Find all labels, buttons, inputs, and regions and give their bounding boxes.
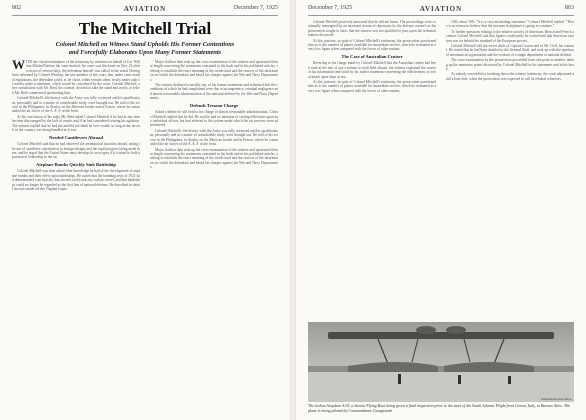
body-paragraph: To further questions relating to the relative activity of American, British and French aviation Colonel Mitchell said that figures could easily be twisted and that American aviation was far behind the standard of the European powers. bbox=[446, 29, 574, 43]
right-column-1 bbox=[308, 20, 436, 318]
body-paragraph: At this juncture, in spite of Colonel Mitchell's testimony, the prosecution questioned him as to the number of planes available for immediate service, which he estimated at a very low figure when compared with the forces of other nations. bbox=[308, 80, 436, 93]
right-running-head bbox=[308, 5, 574, 15]
lead-paragraph-text: ITH the virtual termination of the testimony by witnesses in behalf of Col. William Mitchell before the court martial, the court was disclosed on Nov. 23 after a recess of several days, the defendant himself was called to the stand. Having been informed by Colonel Winship, the law member of the court, that, under court martial regulations, the defendant could, as he chose, either remain silent, testify under oath or merely make a statement, which would be considered by the court, Colonel Mitchell, after consultation with Mr. Reid, his counsel, decided to take the stand and testify, at which Mr. Reid commenced questioning him. bbox=[12, 60, 140, 95]
section-heading-treason: Defends Treason Charge bbox=[189, 102, 239, 108]
article-subtitle-2: and Forcefully Elaborates Upon Many Former Statements bbox=[68, 49, 222, 56]
right-head-rule bbox=[308, 15, 574, 16]
body-paragraph: Major Gullion then took up the cross-examination of the witness and questioned him at length concerning the statements contained in his book and in his published articles, seeking to establish the exact meaning of the words used and the sources of the information on which the defendant had based his charges against the War and Navy Departments. bbox=[150, 147, 278, 170]
body-paragraph: Colonel Mitchell positively answered that he did not know. The proceedings were continually interrupted by an incessant stream of objections by the defense counsel, as the prosecution sought to show that the witness was not qualified to pass upon the technical matters discussed. bbox=[308, 20, 436, 38]
left-column-2 bbox=[150, 60, 278, 414]
article-title: The Mitchell Trial bbox=[78, 19, 212, 38]
section-heading-cantilevers: Needed Cantilevers Abroad bbox=[48, 134, 104, 140]
left-column-1 bbox=[12, 60, 140, 414]
left-page-number: 802 bbox=[12, 5, 21, 11]
body-paragraph: 1922 about 50%. "It is a very misleading statement," Colonel Mitchell replied. "There is no reason to believe that the increase in airplanes is going to continue." bbox=[446, 20, 574, 29]
body-paragraph: Colonel Mitchell's life history with the Army was fully reviewed and his qualifications, personally and in a matter of considerable study, were brought out. He told of his service in the Philippines, in Alaska, on the Mexican border and in France, where he commanded the air forces of the A. E. F. at the front. bbox=[150, 128, 278, 147]
body-paragraph: Colonel Mitchell was then asked what knowledge he had of the development of airplane bombs and their effect upon battleships. He stated that the bombing tests of 1921 had demonstrated conclusively that aircraft could sink any surface vessel, and that battleships could no longer be regarded as the first line of national defense. He described in detail the tests made off the Virginia Capes. bbox=[12, 169, 140, 191]
right-page-date: December 7, 1925 bbox=[308, 5, 353, 11]
photo-caption: The Italian Seaplane S.55, a Savoia Flying Boat being given a final inspection prior to the start of the South Atlantic Flight from Genoa, Italy, to Buenos Aires. The plane is being piloted by Commandante Casagrande bbox=[308, 403, 570, 413]
article-subtitle-1: Colonel Mitchell on Witness Stand Upholds His Former Contentions bbox=[55, 41, 235, 48]
body-paragraph: At this juncture, in spite of Colonel Mitchell's testimony, the prosecution questioned him as to the number of planes available for immediate service, which he estimated at a very low figure when compared with the forces of other nations. bbox=[308, 38, 436, 52]
body-paragraph: At the conclusion of his reply Mr. Reid asked Colonel Mitchell if he had at any time become discouraged by the lack of results and if he had considered ceasing his agitation. The witness replied that he had not and did not think he ever would, so long as the aircraft of the country was being handled as it was. bbox=[12, 114, 140, 133]
right-column-2 bbox=[446, 20, 574, 318]
body-paragraph: The cross-examination by the prosecution proceeded from one point to another, taking up the numerous points discussed by Colonel Mitchell in his statements and in his book. bbox=[446, 58, 574, 72]
body-paragraph: As nobody succeeded in breaking down the witness' testimony, the court adjourned until a later date, when the prosecution was expected to call its rebuttal witnesses. bbox=[446, 72, 574, 81]
left-running-head bbox=[12, 5, 278, 15]
right-page-number: 803 bbox=[565, 5, 574, 11]
left-page-date: December 7, 1925 bbox=[233, 5, 278, 11]
body-paragraph: Major Gullion then took up the cross-examination of the witness and questioned him at length concerning the statements contained in his book and in his published articles, seeking to establish the exact meaning of the words used and the sources of the information on which the defendant had based his charges against the War and Navy Departments. bbox=[150, 60, 278, 82]
right-running-title: AVIATION bbox=[419, 5, 463, 13]
left-running-title: AVIATION bbox=[123, 5, 167, 13]
drop-cap: W bbox=[12, 60, 25, 72]
section-heading-bombs: Airplane Bombs Quickly Sink Battleship bbox=[36, 161, 116, 167]
body-paragraph: Colonel Mitchell's life history with the Army was fully reviewed and his qualifications, personally and in a matter of considerable study, were brought out. He told of his service in the Philippines, in Alaska, on the Mexican border and in France, where he commanded the air forces of the A. E. F. at the front. bbox=[12, 96, 140, 114]
right-page bbox=[296, 0, 586, 420]
body-paragraph: Colonel Mitchell said that he had observed the aeronautical situation abroad, noting the use of cantilever construction in foreign designs and the rapid progress being made there, and he urged that the United States must develop its own types if it wished to hold a position of leadership in the air. bbox=[12, 142, 140, 160]
left-page bbox=[0, 0, 290, 420]
body-paragraph: Colonel Mitchell told the secret deals of Captain Craven and of Mr. Goff, his counsel. He stated that he had been detailed to the General Staff, and took up with the question of aeronautical organization and the creation of a single department of national defense. bbox=[446, 44, 574, 57]
body-paragraph: Reverting to the charge made by Colonel Mitchell that the Australian cruiser had been sunk at the rate of one a minute in trials held abroad, the witness explained the source of his information and stood by his earlier statement concerning the effectiveness of aerial attack upon ships at sea. bbox=[308, 61, 436, 79]
left-head-rule bbox=[12, 15, 278, 16]
body-paragraph: Asked whether he still held to his charge of almost treasonable administration, Colonel Mitchell replied that he did. He said he had no intention of casting reflections upon any individual officer, but had referred to the system under which the air services were administered. bbox=[150, 110, 278, 128]
body-paragraph: The witness declined to modify any of his former statements and reiterated that the conditions of which he had complained were due to incompetency, criminal negligence and almost treasonable administration of the national defense by the War and Navy Departments. bbox=[150, 83, 278, 101]
lead-paragraph bbox=[12, 60, 140, 95]
seaplane-photo bbox=[308, 322, 574, 402]
section-heading-australian-cruiser: The Case of Australian Cruiser bbox=[341, 53, 403, 59]
seaplane-illustration bbox=[308, 322, 574, 402]
photo-credit: International News Photo bbox=[541, 397, 572, 401]
